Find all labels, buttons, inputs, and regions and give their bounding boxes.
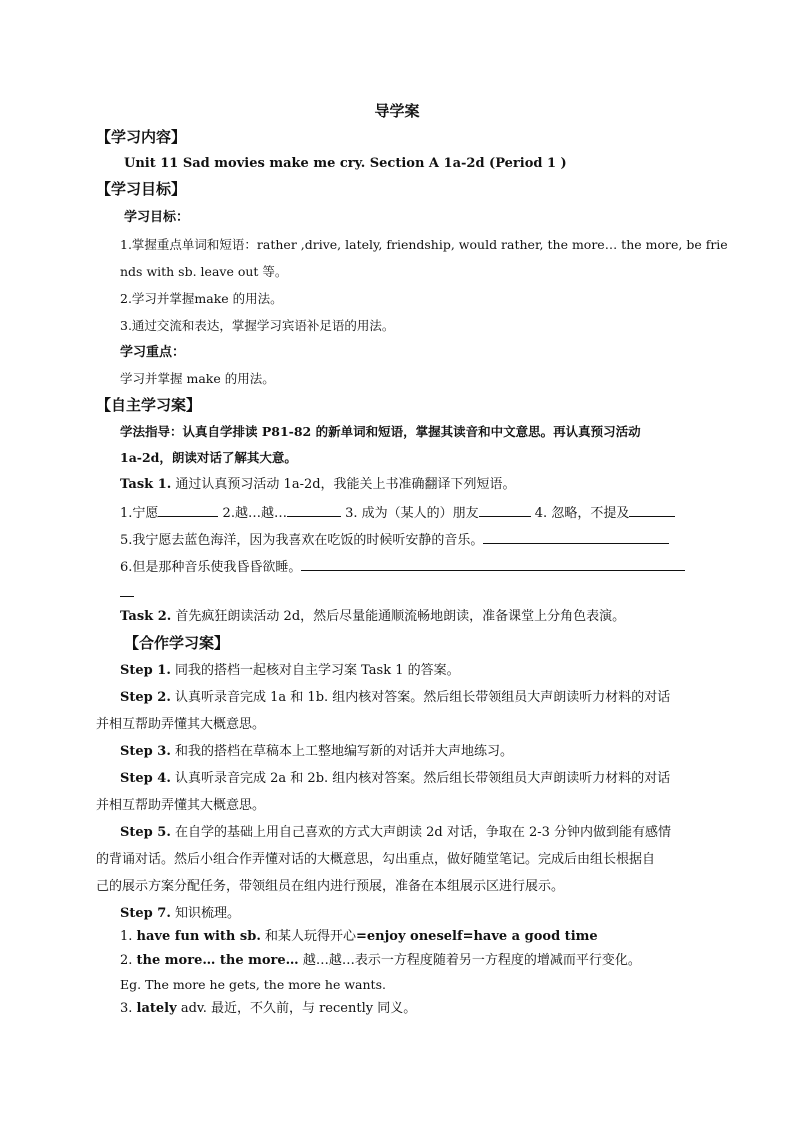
objectives-subheading: 学习目标：	[124, 210, 190, 225]
step-5	[120, 824, 671, 842]
step-7	[120, 905, 240, 923]
step-1-text: 同我的搭档一起核对自主学习案 Task 1 的答案。	[175, 663, 460, 678]
question-5: 5.我宁愿去蓝色海洋，因为我喜欢在吃饭的时候听安静的音乐。	[120, 533, 484, 548]
key-point: 学习并掌握 make 的用法。	[120, 371, 275, 386]
goal-1-cont: nds with sb. leave out 等。	[120, 264, 288, 279]
unit-line: Unit 11 Sad movies make me cry. Section A 1a-2d (Period 1 )	[124, 156, 567, 171]
key-points-subheading: 学习重点：	[120, 345, 186, 360]
example-sentence: Eg. The more he gets, the more he wants.	[120, 977, 386, 992]
section-heading-cooperation: 【合作学习案】	[124, 634, 230, 652]
step-5-label: Step 5.	[120, 825, 171, 840]
step-5-text: 在自学的基础上用自己喜欢的方式大声朗读 2d 对话，争取在 2-3 分钟内做到能有感情	[175, 825, 672, 840]
kp-2-phrase: the more… the more…	[136, 953, 299, 968]
answer-blank-2[interactable]	[287, 503, 341, 517]
kp-3-word: lately	[136, 1001, 177, 1016]
kp-1-meaning: 和某人玩得开心	[260, 929, 356, 944]
kp-3-meaning: adv. 最近，不久前，与 recently 同义。	[176, 1001, 417, 1016]
step-3-text: 和我的搭档在草稿本上工整地编写新的对话并大声地练习。	[175, 744, 514, 759]
answer-blank-5[interactable]	[483, 530, 669, 544]
step-1	[120, 662, 460, 680]
section-heading-content: 【学习内容】	[96, 128, 187, 146]
task-1-label: Task 1.	[120, 477, 172, 492]
step-7-label: Step 7.	[120, 906, 171, 921]
kp-1-synonyms: =enjoy oneself=have a good time	[355, 929, 598, 944]
step-4-cont: 并相互帮助弄懂其大概意思。	[96, 798, 266, 813]
task-1	[120, 476, 516, 494]
step-2-label: Step 2.	[120, 690, 171, 705]
kp-3-number: 3.	[120, 1001, 133, 1016]
phrase-questions	[120, 503, 675, 523]
knowledge-point-3	[120, 1000, 416, 1018]
question-5-line	[120, 530, 669, 550]
step-2-text: 认真听录音完成 1a 和 1b. 组内核对答案。然后组长带领组员大声朗读听力材料的对话	[175, 690, 671, 705]
answer-blank-6-cont[interactable]	[120, 596, 134, 597]
kp-1-number: 1.	[120, 929, 133, 944]
knowledge-point-2	[120, 952, 641, 970]
kp-2-meaning: 越…越…表示一方程度随着另一方程度的增减而平行变化。	[298, 953, 641, 968]
step-2	[120, 689, 670, 707]
answer-blank-3[interactable]	[479, 503, 531, 517]
question-6: 6.但是那种音乐使我昏昏欲睡。	[120, 560, 302, 575]
task-2-text: 首先疯狂朗读活动 2d，然后尽量能通顺流畅地朗读，准备课堂上分角色表演。	[175, 609, 626, 624]
study-guide-cont: 1a-2d，朗读对话了解其大意。	[120, 450, 297, 465]
step-5-cont-1: 的背诵对话。然后小组合作弄懂对话的大概意思，勾出重点，做好随堂笔记。完成后由组长根据自	[96, 852, 656, 867]
question-1: 1.宁愿	[120, 506, 159, 521]
question-4: 4. 忽略，不提及	[534, 506, 630, 521]
section-heading-objectives: 【学习目标】	[96, 180, 187, 198]
question-2: 2.越…越…	[222, 506, 287, 521]
knowledge-point-1	[120, 928, 598, 946]
section-heading-self-study: 【自主学习案】	[96, 396, 202, 414]
task-2	[120, 608, 625, 626]
goal-3: 3.通过交流和表达，掌握学习宾语补足语的用法。	[120, 318, 395, 333]
kp-1-phrase: have fun with sb.	[136, 929, 261, 944]
step-7-text: 知识梳理。	[175, 906, 241, 921]
step-3	[120, 743, 513, 761]
document-title: 导学案	[374, 102, 420, 120]
task-2-label: Task 2.	[120, 609, 172, 624]
step-5-cont-2: 己的展示方案分配任务，带领组员在组内进行预展，准备在本组展示区进行展示。	[96, 879, 565, 894]
study-guide: 学法指导：认真自学排读 P81-82 的新单词和短语，掌握其读音和中文意思。再认真预习活动	[120, 424, 641, 439]
answer-blank-4[interactable]	[629, 503, 675, 517]
goal-2: 2.学习并掌握make 的用法。	[120, 291, 283, 306]
step-4	[120, 770, 670, 788]
step-4-text: 认真听录音完成 2a 和 2b. 组内核对答案。然后组长带领组员大声朗读听力材料的对话	[175, 771, 671, 786]
answer-blank-1[interactable]	[158, 503, 218, 517]
answer-blank-6[interactable]	[301, 557, 685, 571]
kp-2-number: 2.	[120, 953, 133, 968]
step-1-label: Step 1.	[120, 663, 171, 678]
question-6-line	[120, 557, 685, 577]
goal-1: 1.掌握重点单词和短语：rather ,drive, lately, friendship, would rather, the more… the more, be frie	[120, 237, 728, 252]
task-1-text: 通过认真预习活动 1a-2d，我能关上书准确翻译下列短语。	[175, 477, 516, 492]
step-2-cont: 并相互帮助弄懂其大概意思。	[96, 717, 266, 732]
step-4-label: Step 4.	[120, 771, 171, 786]
question-3: 3. 成为（某人的）朋友	[345, 506, 479, 521]
step-3-label: Step 3.	[120, 744, 171, 759]
